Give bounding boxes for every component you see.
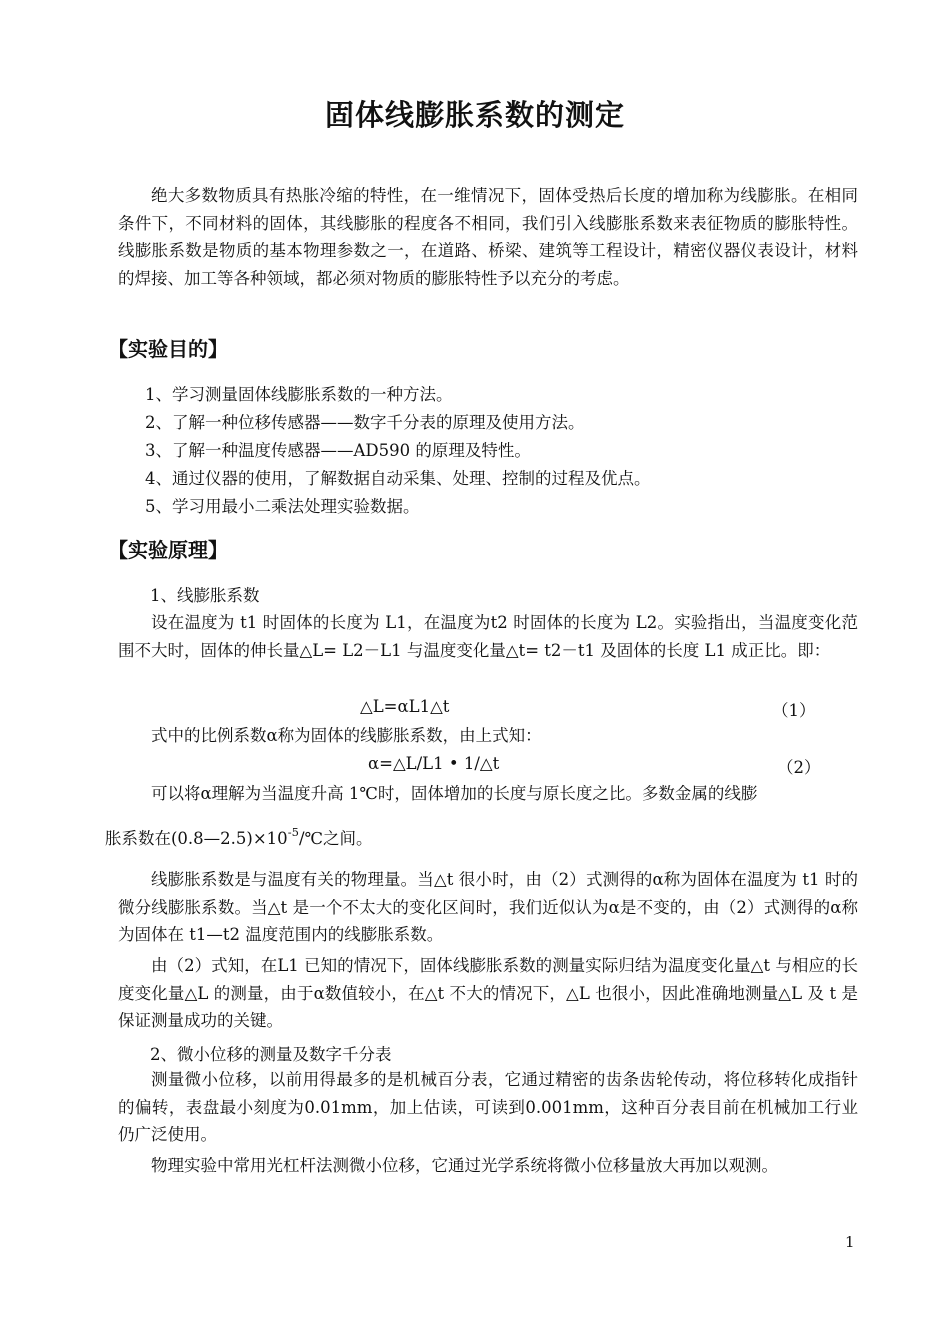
equation-1-number: （1） [772,701,816,720]
equation-2-number: （2） [777,758,821,777]
principle-paragraph-3: 可以将α理解为当温度升高 1℃时，固体增加的长度与原长度之比。多数金属的线膨 [151,784,758,803]
intro-paragraph: 绝大多数物质具有热胀冷缩的特性，在一维情况下，固体受热后长度的增加称为线膨胀。在相同条件下，不同材料的固体，其线膨胀的程度各不相同，我们引入线膨胀系数来表征物质的膨胀特性。线膨胀系数是物质的基本物理参数之一，在道路、桥梁、建筑等工程设计，精密仪器仪表设计，材料的焊接、加工等各种领域，都必须对物质的膨胀特性予以充分的考虑。 [118,186,858,288]
principle-paragraph-5: 由（2）式知，在L1 已知的情况下，固体线膨胀系数的测量实际归结为温度变化量△t 与相应的长度变化量△L 的测量，由于α数值较小，在△t 不大的情况下，△L 也很小，因此准确地测量△L 及 t 是保证测量成功的关键。 [118,956,858,1030]
page-number: 1 [845,1233,855,1251]
list-item: 4、通过仪器的使用，了解数据自动采集、处理、控制的过程及优点。 [145,469,651,488]
list-item: 2、了解一种位移传感器——数字千分表的原理及使用方法。 [145,413,585,432]
principle-paragraph-6: 测量微小位移，以前用得最多的是机械百分表，它通过精密的齿条齿轮传动，将位移转化成指针的偏转，表盘最小刻度为0.01mm，加上估读，可读到0.001mm，这种百分表目前在机械加工行业仍广泛使用。 [118,1070,858,1144]
section-heading-principle: 【实验原理】 [108,538,228,562]
principle-paragraph-1: 设在温度为 t1 时固体的长度为 L1，在温度为t2 时固体的长度为 L2。实验指出，当温度变化范围不大时，固体的伸长量△L= L2－L1 与温度变化量△t= t2－t1 及固体的长度 L1 成正比。即： [118,613,858,660]
range-text-prefix: 胀系数在(0.8—2.5)×10 [105,829,288,848]
exponent: -5 [287,825,299,839]
principle-paragraph-7: 物理实验中常用光杠杆法测微小位移，它通过光学系统将微小位移量放大再加以观测。 [151,1156,778,1175]
list-item: 3、了解一种温度传感器——AD590 的原理及特性。 [145,441,531,460]
section-heading-purpose: 【实验目的】 [108,337,228,361]
expansion-coefficient-range [105,825,372,849]
list-item: 1、学习测量固体线膨胀系数的一种方法。 [145,385,453,404]
subsection-heading-micro-displacement: 2、微小位移的测量及数字千分表 [150,1045,392,1064]
equation-2: α=△L/L1 • 1/△t [368,754,500,773]
range-text-suffix: /℃之间。 [298,829,373,848]
principle-paragraph-2: 式中的比例系数α称为固体的线膨胀系数，由上式知： [151,726,542,745]
principle-paragraph-4: 线膨胀系数是与温度有关的物理量。当△t 很小时，由（2）式测得的α称为固体在温度为 t1 时的微分线膨胀系数。当△t 是一个不太大的变化区间时，我们近似认为α是不变的，由（2）式测得的α称为固体在 t1—t2 温度范围内的线膨胀系数。 [118,870,858,944]
subsection-heading-linear-expansion: 1、线膨胀系数 [150,586,260,605]
page-title: 固体线膨胀系数的测定 [324,98,625,132]
purpose-list [145,381,865,521]
list-item: 5、学习用最小二乘法处理实验数据。 [145,497,420,516]
equation-1: △L=αL1△t [360,697,450,716]
